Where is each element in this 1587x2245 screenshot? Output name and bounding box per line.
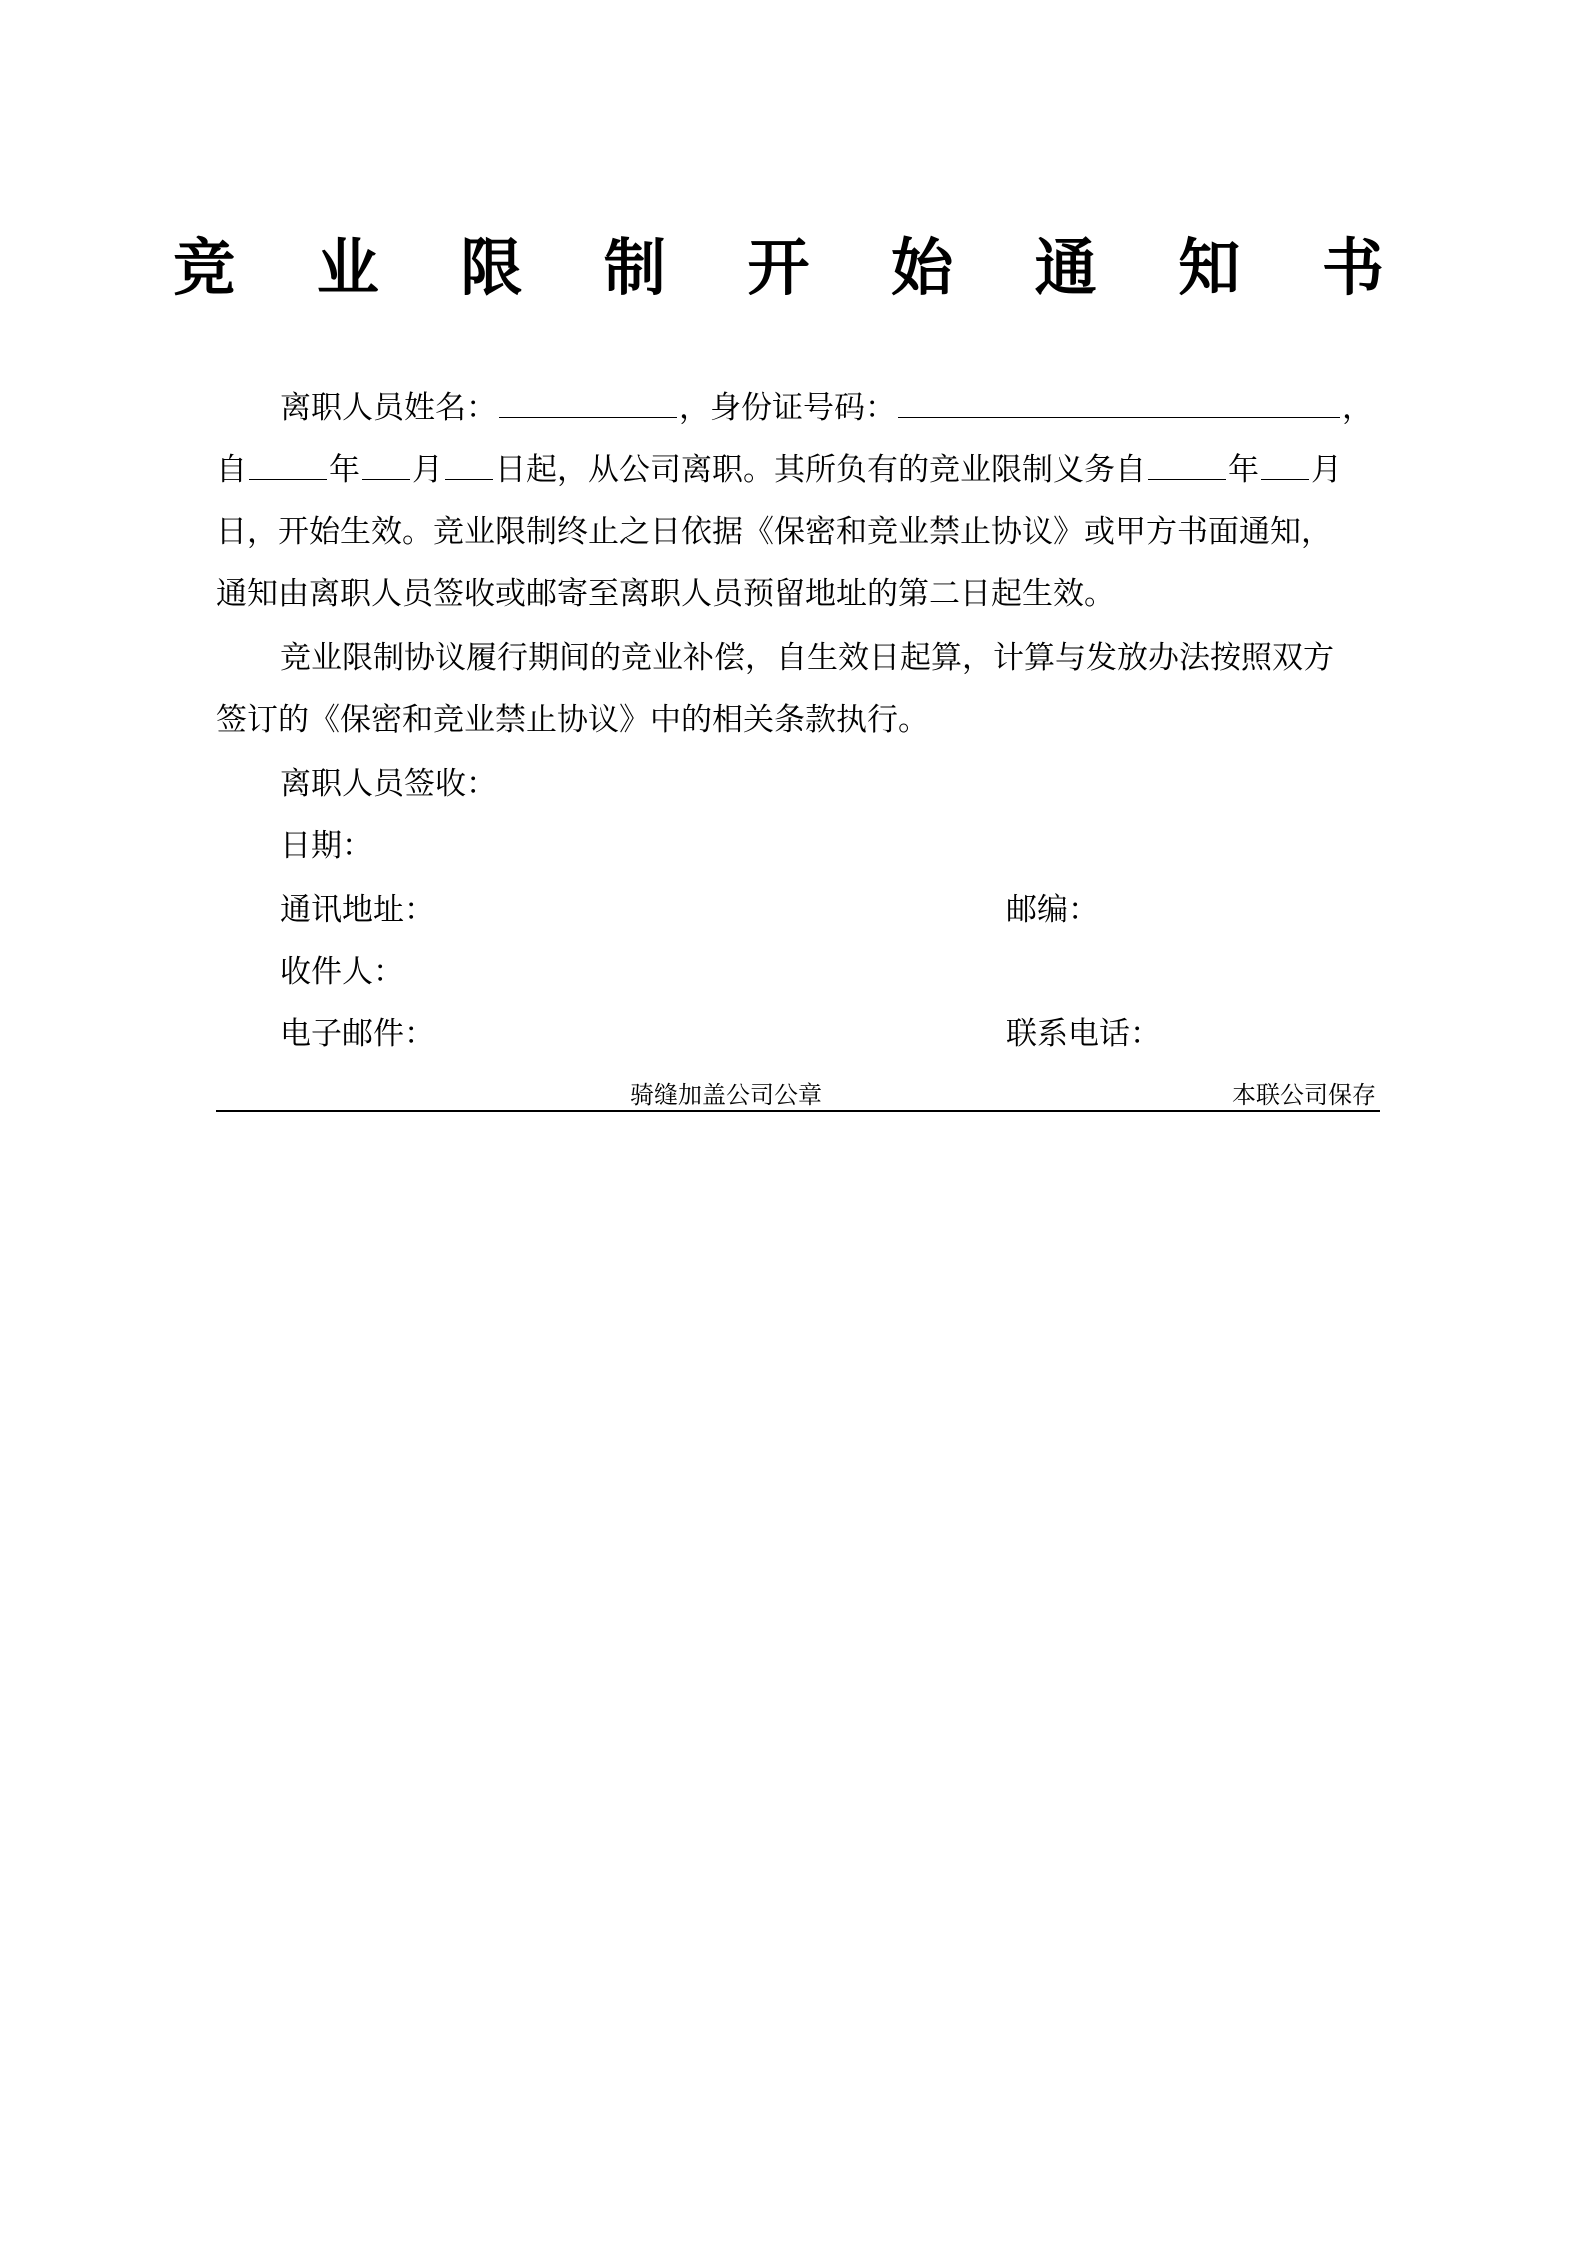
start-month-blank[interactable] [1261, 449, 1309, 480]
leave-day-blank[interactable] [445, 449, 493, 480]
para1-line1 [280, 386, 1380, 430]
leave-month-blank[interactable] [362, 449, 410, 480]
name-label: 离职人员姓名： [280, 390, 497, 426]
id-label: ，身份证号码： [679, 390, 896, 426]
para1-line2 [216, 448, 1380, 492]
signature-label: 离职人员签收： [280, 766, 497, 802]
recipient-label: 收件人： [280, 954, 404, 990]
para1-line4: 通知由离职人员签收或邮寄至离职人员预留地址的第二日起生效。 [216, 576, 1115, 612]
date-label: 日期： [280, 828, 373, 864]
para1-line3: 日，开始生效。竞业限制终止之日依据《保密和竞业禁止协议》或甲方书面通知， [216, 514, 1332, 550]
document-title: 竞 业 限 制 开 始 通 知 书 [173, 231, 1414, 304]
email-label: 电子邮件： [280, 1016, 435, 1052]
year2-text: 年 [1228, 452, 1259, 488]
month2-text: 月 [1311, 452, 1342, 488]
name-blank[interactable] [499, 387, 677, 418]
postcode-label: 邮编： [1006, 892, 1099, 928]
id-number-blank[interactable] [898, 387, 1340, 418]
leave-year-blank[interactable] [249, 449, 327, 480]
month-text: 月 [412, 452, 443, 488]
year-text: 年 [329, 452, 360, 488]
address-label: 通讯地址： [280, 892, 435, 928]
seal-note: 骑缝加盖公司公章 [630, 1081, 822, 1109]
phone-label: 联系电话： [1006, 1016, 1161, 1052]
from-text: 自 [216, 452, 247, 488]
start-year-blank[interactable] [1148, 449, 1226, 480]
copy-note: 本联公司保存 [1232, 1081, 1376, 1109]
line1-end: ， [1342, 390, 1373, 426]
footer-divider [216, 1110, 1380, 1112]
para2-line1: 竞业限制协议履行期间的竞业补偿，自生效日起算，计算与发放办法按照双方 [280, 640, 1334, 676]
day-start-text: 日起，从公司离职。其所负有的竞业限制义务自 [495, 452, 1146, 488]
para2-line2: 签订的《保密和竞业禁止协议》中的相关条款执行。 [216, 702, 929, 738]
